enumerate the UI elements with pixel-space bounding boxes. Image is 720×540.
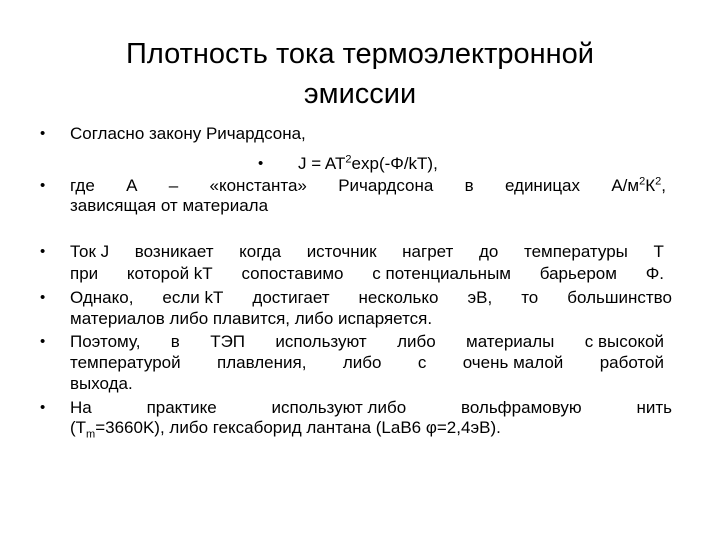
word: с потенциальным — [372, 264, 511, 283]
word: которой kT — [126, 264, 213, 283]
word: – — [168, 176, 179, 195]
bullet-6-line-2 — [70, 418, 501, 441]
word: очень малой — [462, 353, 564, 372]
bullet-4-line-1 — [70, 288, 672, 308]
word: плавления, — [217, 353, 307, 372]
bullet-5-line-1 — [70, 332, 664, 352]
word: А — [126, 176, 138, 195]
unit-exponent: 2 — [655, 175, 662, 188]
bullet-marker: • — [40, 289, 46, 306]
word: когда — [239, 242, 282, 261]
bullet-marker: • — [40, 333, 46, 350]
formula-prefix: J = AT — [298, 154, 346, 173]
word: возникает — [134, 242, 214, 261]
word: Поэтому, — [70, 332, 141, 351]
title-line-2: эмиссии — [303, 78, 417, 110]
word: эВ, — [467, 288, 493, 307]
unit-part: , — [661, 176, 666, 195]
bullet-1-text: Согласно закону Ричардсона, — [70, 124, 306, 143]
richardson-formula — [298, 154, 438, 174]
unit — [611, 176, 666, 196]
bullet-3-line-2 — [70, 264, 664, 284]
word: материалы — [466, 332, 555, 351]
word: Φ. — [645, 264, 664, 283]
word: Ричардсона — [338, 176, 434, 195]
word: нагрет — [402, 242, 454, 261]
bullet-5-line-3: выхода. — [70, 374, 133, 393]
word: большинство — [567, 288, 672, 307]
word: где — [70, 176, 95, 195]
bullet-4-line-2: материалов либо плавится, либо испаряется. — [70, 309, 433, 328]
word: Однако, — [70, 288, 134, 307]
bullet-2-line-1 — [70, 176, 666, 196]
word: вольфрамовую — [460, 398, 582, 417]
word: если kT — [162, 288, 224, 307]
word: ТЭП — [210, 332, 246, 351]
bullet-6-line-1 — [70, 398, 672, 418]
word: T — [653, 242, 664, 261]
unit-part: А/м — [611, 176, 640, 195]
word: нить — [636, 398, 672, 417]
title-line-1: Плотность тока термоэлектронной — [126, 38, 594, 70]
word: с высокой — [584, 332, 664, 351]
word: температурой — [70, 353, 181, 372]
sub-bullet-marker: • — [258, 155, 264, 172]
text-part: =3660K), либо гексаборид лантана (LaB6 φ=2,4эВ). — [95, 418, 501, 437]
bullet-marker: • — [40, 243, 46, 260]
bullet-marker: • — [40, 177, 46, 194]
word: «константа» — [209, 176, 307, 195]
word: либо — [342, 353, 382, 372]
unit-exponent: 2 — [639, 175, 646, 188]
word: используют либо — [271, 398, 407, 417]
formula-exponent: 2 — [345, 153, 352, 166]
word: при — [70, 264, 99, 283]
word: На — [70, 398, 92, 417]
word: Ток J — [70, 242, 110, 261]
word: несколько — [358, 288, 439, 307]
unit-part: К — [645, 176, 656, 195]
bullet-marker: • — [40, 125, 46, 142]
word: в — [170, 332, 180, 351]
word: сопоставимо — [241, 264, 344, 283]
word: до — [478, 242, 499, 261]
subscript: m — [86, 428, 96, 441]
text-part: (T — [70, 418, 87, 437]
word: достигает — [252, 288, 330, 307]
bullet-5-line-2 — [70, 353, 664, 373]
word: температуры — [523, 242, 628, 261]
bullet-3-line-1 — [70, 242, 664, 262]
word: в — [464, 176, 474, 195]
formula-suffix: exp(-Φ/kT), — [351, 154, 438, 173]
word: единицах — [504, 176, 581, 195]
bullet-marker: • — [40, 399, 46, 416]
word: то — [521, 288, 539, 307]
word: используют — [275, 332, 367, 351]
word: барьером — [539, 264, 617, 283]
bullet-2-line-2: зависящая от материала — [70, 196, 269, 215]
word: работой — [599, 353, 664, 372]
word: с — [417, 353, 427, 372]
word: либо — [397, 332, 436, 351]
word: источник — [306, 242, 377, 261]
word: практике — [146, 398, 217, 417]
